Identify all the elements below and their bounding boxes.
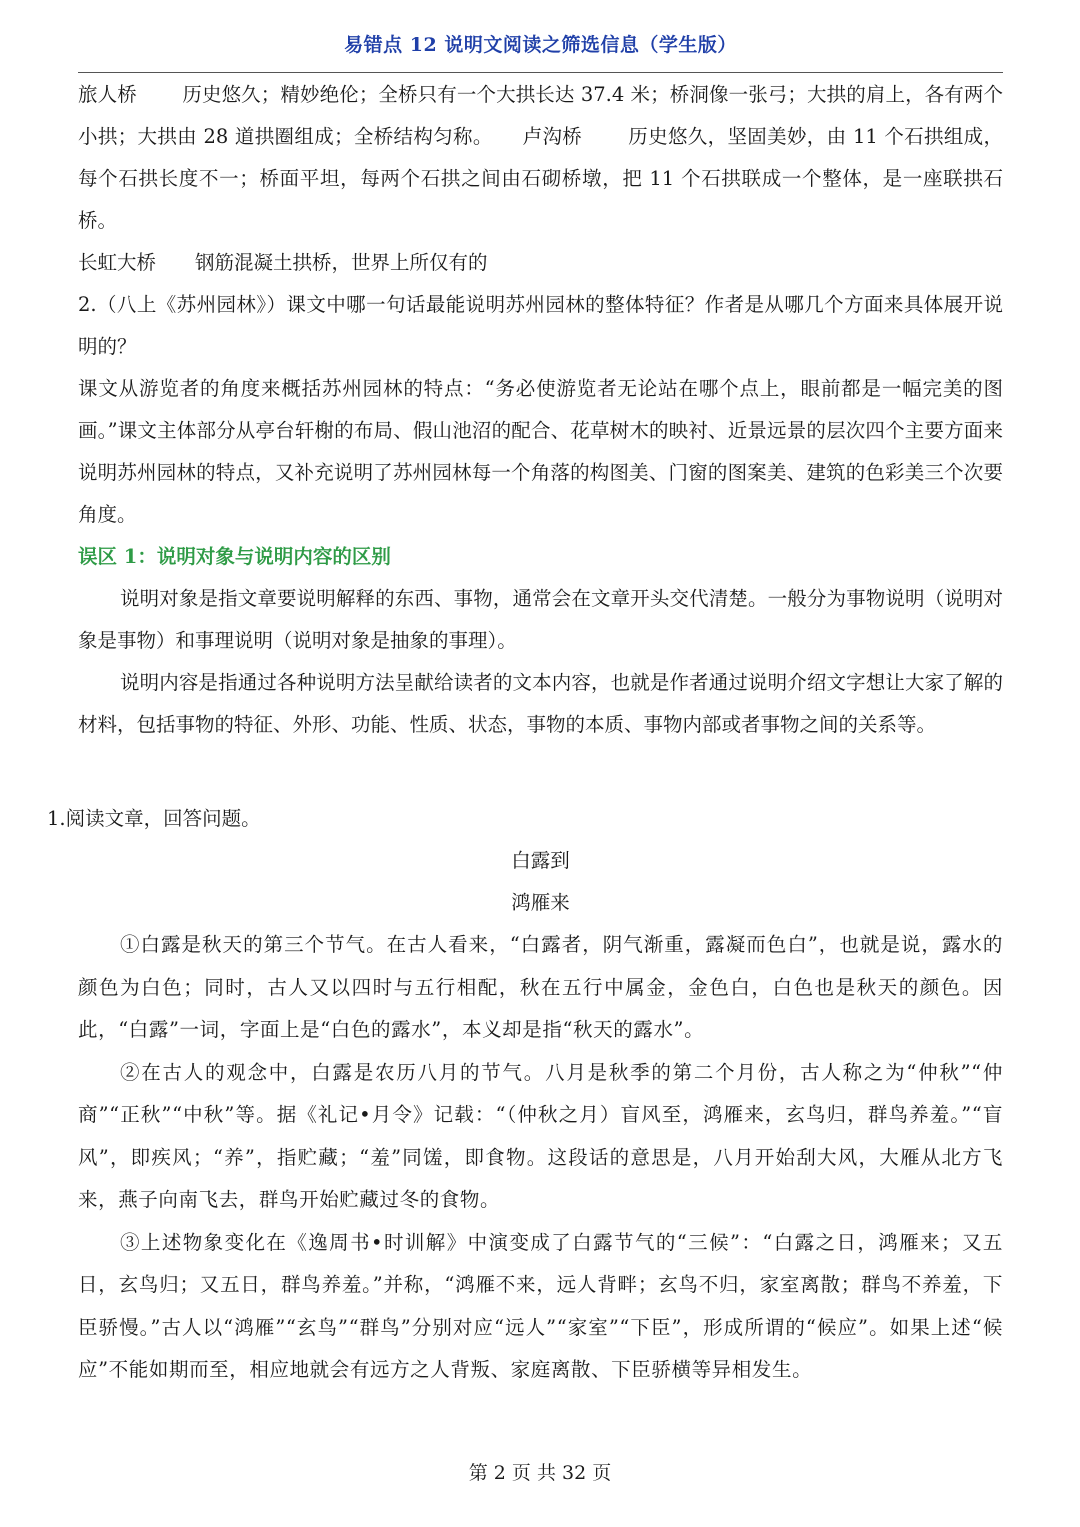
article-title-line-1: 白露到 bbox=[511, 849, 570, 872]
answer-2: 课文从游览者的角度来概括苏州园林的特点：“务必使游览者无论站在哪个点上，眼前都是一幅完美的图画。”课文主体部分从亭台轩榭的布局、假山池沼的配合、花草树木的映衬、近景远景的层次四个主要方面来说明苏州园林的特点，又补充说明了苏州园林每一个角落的构图美、门窗的图案美、建筑的色彩美三个次要角度。 bbox=[78, 377, 1003, 526]
misconception-paragraph-1: 说明对象是指文章要说明解释的东西、事物，通常会在文章开头交代清楚。一般分为事物说明（说明对象是事物）和事理说明（说明对象是抽象的事理）。 bbox=[78, 587, 1003, 652]
misconception-title: 误区 1：说明对象与说明内容的区别 bbox=[78, 545, 391, 568]
article-paragraph-3: ③上述物象变化在《逸周书•时训解》中演变成了白露节气的“三候”：“白露之日，鸿雁来；又五日，玄鸟归；又五日，群鸟养羞。”并称，“鸿雁不来，远人背畔；玄鸟不归，家室离散；群鸟不养羞，下臣骄慢。”古人以“鸿雁”“玄鸟”“群鸟”分别对应“远人”“家室”“下臣”，形成所谓的“候应”。如果上述“候应”不能如期而至，相应地就会有远方之人背叛、家庭离散、下臣骄横等异相发生。 bbox=[78, 1230, 1003, 1381]
header-title: 易错点 12 说明文阅读之筛选信息（学生版） bbox=[344, 34, 737, 56]
misconception-paragraph-2: 说明内容是指通过各种说明方法呈献给读者的文本内容，也就是作者通过说明介绍文字想让大家了解的材料，包括事物的特征、外形、功能、性质、状态，事物的本质、事物内部或者事物之间的关系等。 bbox=[78, 671, 1003, 736]
bridges-paragraph-1: 旅人桥 历史悠久；精妙绝伦；全桥只有一个大拱长达 37.4 米；桥洞像一张弓；大拱的肩上，各有两个小拱；大拱由 28 道拱圈组成；全桥结构匀称。 卢沟桥 历史悠久，坚固美妙，由 11 个石拱组成，每个石拱长度不一；桥面平坦，每两个石拱之间由石砌桥墩，把 11 个石拱联成一个整体，是一座联拱石桥。 bbox=[78, 83, 1003, 232]
top-section bbox=[78, 74, 1003, 746]
article-paragraph-2: ②在古人的观念中，白露是农历八月的节气。八月是秋季的第二个月份，古人称之为“仲秋”“仲商”“正秋”“中秋”等。据《礼记•月令》记载：“（仲秋之月）盲风至，鸿雁来，玄鸟归，群鸟养羞。”“盲风”，即疾风；“养”，指贮藏；“羞”同馐，即食物。这段话的意思是，八月开始刮大风，大雁从北方飞来，燕子向南飞去，群鸟开始贮藏过冬的食物。 bbox=[78, 1060, 1003, 1211]
bridges-paragraph-2: 长虹大桥 钢筋混凝土拱桥，世界上所仅有的 bbox=[78, 251, 488, 274]
article bbox=[78, 840, 1003, 1392]
page-footer: 第 2 页 共 32 页 bbox=[468, 1462, 612, 1484]
question-1: 1.阅读文章，回答问题。 bbox=[47, 807, 261, 830]
page-header bbox=[78, 30, 1003, 73]
question-2: 2.（八上《苏州园林》）课文中哪一句话最能说明苏州园林的整体特征？作者是从哪几个方面来具体展开说明的？ bbox=[78, 293, 1003, 358]
article-title-line-2: 鸿雁来 bbox=[511, 891, 570, 914]
article-paragraph-1: ①白露是秋天的第三个节气。在古人看来，“白露者，阴气渐重，露凝而色白”，也就是说，露水的颜色为白色；同时，古人又以四时与五行相配，秋在五行中属金，金色白，白色也是秋天的颜色。因此，“白露”一词，字面上是“白色的露水”，本义却是指“秋天的露水”。 bbox=[78, 933, 1003, 1041]
